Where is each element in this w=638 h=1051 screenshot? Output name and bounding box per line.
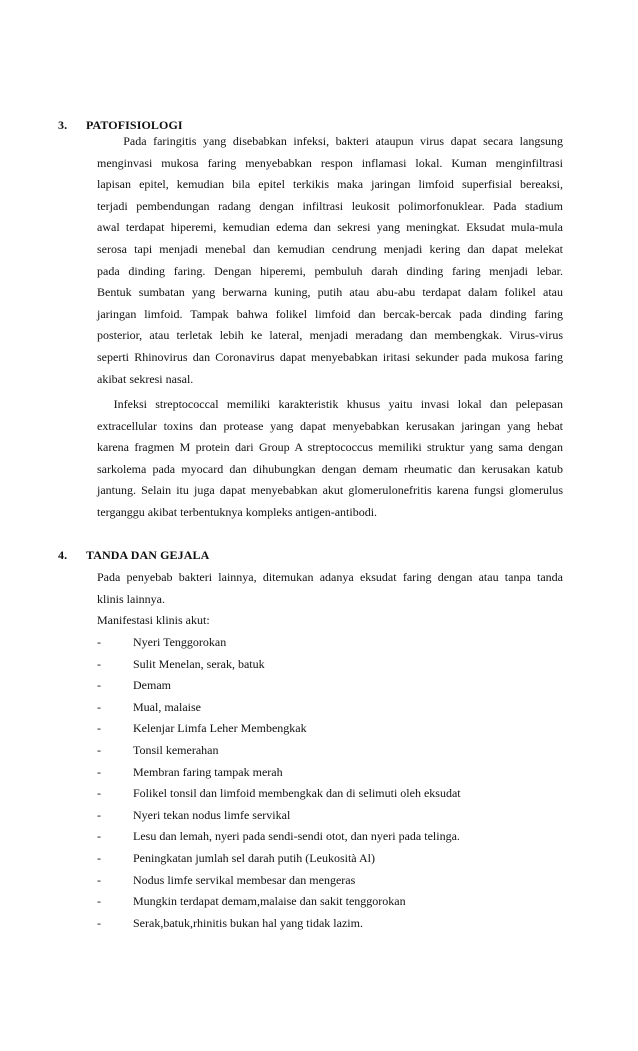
list-item [97,675,461,697]
list-bullet: - [97,915,101,930]
section-4-heading [58,548,209,563]
paragraph-line: Pada faringitis yang disebabkan infeksi, bakteri ataupun virus dapat secara langsung [97,134,563,148]
paragraph-line: klinis lainnya. [97,591,165,606]
list-item [97,632,461,654]
list-item [97,740,461,762]
paragraph-line: awal terdapat hiperemi, kemudian edema dan sekresi yang meningkat. Eksudat mula-mula [97,220,563,235]
list-bullet: - [97,829,101,844]
list-bullet: - [97,807,101,822]
list-item [97,654,461,676]
paragraph-line: jaringan limfoid. Tampak bahwa folikel limfoid dan bercak-bercak pada dinding faring [97,306,563,321]
section-4-number: 4. [58,548,68,562]
list-item-text: Membran faring tampak merah [133,764,283,779]
list-item-text: Peningkatan jumlah sel darah putih (Leukosità Al) [133,850,375,865]
list-bullet: - [97,656,101,671]
paragraph-line: seperti Rhinovirus dan Coronavirus dapat menyebabkan iritasi sekunder pada mukosa faring [97,349,563,364]
list-item [97,848,461,870]
paragraph-line: posterior, atau terletak lebih ke lateral, menjadi meradang dan membengkak. Virus-virus [97,328,563,343]
paragraph-line: Bentuk sumbatan yang berwarna kuning, putih atau abu-abu terdapat dalam folikel atau [97,285,563,300]
paragraph-line: menginvasi mukosa faring menyebabkan respon inflamasi lokal. Kuman menginfiltrasi [97,155,563,170]
list-bullet: - [97,894,101,909]
list-item-text: Tonsil kemerahan [133,742,219,757]
list-item-text: Nodus limfe servikal membesar dan mengeras [133,872,356,887]
paragraph-line: Infeksi streptococcal memiliki karakteristik khusus yaitu invasi lokal dan pelepasan [97,397,563,411]
paragraph-line: jantung. Selain itu juga dapat menyebabkan akut glomerulonefritis karena fungsi glomerulus [97,483,563,498]
paragraph-line: terganggu akibat terbentuknya kompleks antigen-antibodi. [97,504,378,519]
manifest-label: Manifestasi klinis akut: [97,613,210,627]
list-bullet: - [97,786,101,801]
section-3-number: 3. [58,118,68,132]
paragraph-line: serosa tapi menjadi menebal dan kemudian cendrung menjadi kering dan dapat melekat [97,241,563,256]
list-item-text: Kelenjar Limfa Leher Membengkak [133,721,307,736]
list-item-text: Folikel tonsil dan limfoid membengkak dan di selimuti oleh eksudat [133,786,461,801]
list-bullet: - [97,764,101,779]
list-item-text: Nyeri tekan nodus limfe servikal [133,807,291,822]
paragraph-line: Pada penyebab bakteri lainnya, ditemukan adanya eksudat faring dengan atau tanpa tanda [97,570,563,584]
list-item [97,718,461,740]
list-bullet: - [97,721,101,736]
list-bullet: - [97,742,101,757]
list-item [97,891,461,913]
section-3-title: PATOFISIOLOGI [86,118,183,132]
paragraph-line: pada dinding faring. Dengan hiperemi, pembuluh darah dinding faring menjadi lebar. [97,263,563,278]
list-item [97,913,461,935]
paragraph-line: extracellular toxins dan protease yang dapat menyebabkan kerusakan jaringan yang hebat [97,418,563,433]
list-item [97,826,461,848]
list-bullet: - [97,635,101,649]
paragraph-line: sarkolema pada myocard dan dihubungkan dengan demam rheumatic dan kerusakan katub [97,461,563,476]
list-bullet: - [97,850,101,865]
paragraph-line: terjadi pembendungan radang dengan infiltrasi leukosit polimorfonuklear. Pada stadium [97,198,563,213]
list-item-text: Demam [133,678,171,693]
list-bullet: - [97,678,101,693]
paragraph-line: akibat sekresi nasal. [97,371,194,386]
list-item [97,870,461,892]
list-bullet: - [97,699,101,714]
list-item [97,697,461,719]
symptom-list [97,632,461,934]
list-item [97,762,461,784]
list-bullet: - [97,872,101,887]
paragraph-line: lapisan epitel, kemudian bila epitel terkikis maka jaringan limfoid superfisial bereaksi, [97,177,563,192]
section-4-title: TANDA DAN GEJALA [86,548,210,562]
list-item-text: Mual, malaise [133,699,201,714]
list-item-text: Serak,batuk,rhinitis bukan hal yang tidak lazim. [133,915,363,930]
list-item-text: Mungkin terdapat demam,malaise dan sakit tenggorokan [133,894,406,909]
list-item [97,783,461,805]
section-3-paragraph-2 [97,394,563,524]
list-item [97,805,461,827]
section-4-intro [97,567,563,610]
list-item-text: Lesu dan lemah, nyeri pada sendi-sendi otot, dan nyeri pada telinga. [133,829,460,844]
paragraph-line: karena fragmen M protein dari Group A streptococcus memiliki struktur yang sama dengan [97,440,563,455]
section-3-paragraph-1 [97,131,563,390]
list-item-text: Sulit Menelan, serak, batuk [133,656,265,671]
list-item-text: Nyeri Tenggorokan [133,635,227,649]
